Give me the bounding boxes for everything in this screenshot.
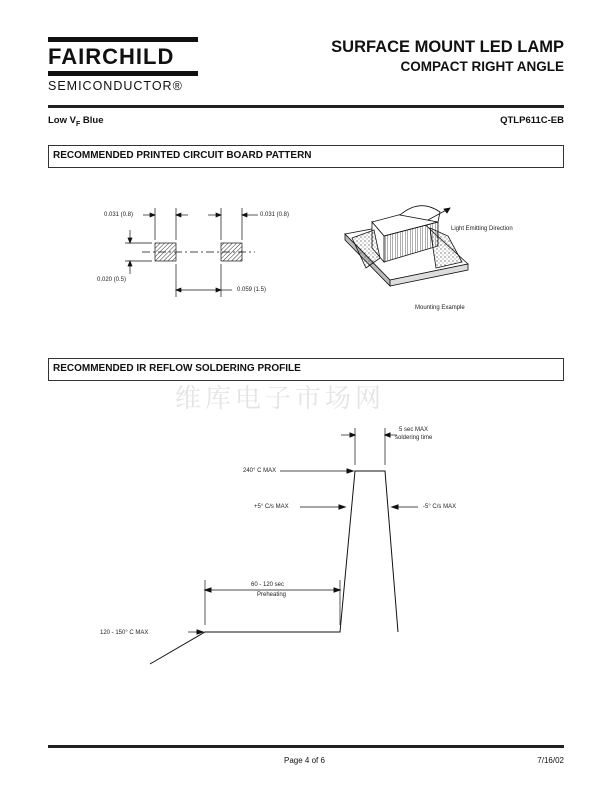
label-peak-temp: 240° C MAX	[243, 468, 277, 474]
logo-bar-mid	[48, 71, 198, 76]
product-description-subscript: F	[75, 120, 81, 128]
label-soldering-time-line1: 5 sec MAX	[399, 427, 429, 433]
logo-bar-top	[48, 37, 198, 42]
product-description-suffix: Blue	[80, 115, 104, 126]
mounting-example-label: Mounting Example	[415, 305, 465, 311]
label-soldering-time-line2: soldering time	[395, 435, 433, 441]
doc-title: SURFACE MOUNT LED LAMP	[331, 38, 564, 56]
label-preheat-time-line2: Preheating	[257, 592, 287, 598]
label-rise-rate: +5° C/s MAX	[254, 504, 289, 510]
revision-date: 7/16/02	[537, 756, 564, 765]
label-preheat-time-line1: 60 - 120 sec	[251, 582, 285, 588]
label-preheat-temp: 120 - 150° C MAX	[100, 630, 149, 636]
product-description	[48, 116, 104, 128]
reflow-profile-curve	[150, 471, 398, 664]
reflow-profile-graph	[100, 420, 500, 670]
logo-subtext: SEMICONDUCTOR®	[48, 79, 183, 93]
product-description-prefix: Low V	[48, 115, 76, 126]
dim-label-gap: 0.059 (1.5)	[237, 287, 267, 293]
section-heading-pcb	[48, 145, 564, 168]
dim-label-left-width: 0.031 (0.8)	[104, 212, 134, 218]
page-number: Page 4 of 6	[284, 756, 325, 765]
section-heading-pcb-text: RECOMMENDED PRINTED CIRCUIT BOARD PATTERN	[53, 150, 312, 161]
mounting-example-drawing	[340, 200, 570, 305]
dim-label-height: 0.020 (0.5)	[97, 277, 127, 283]
footer-rule	[48, 745, 564, 748]
light-direction-label: Light Emitting Direction	[451, 226, 513, 232]
part-number: QTLP611C-EB	[500, 115, 564, 126]
doc-subtitle: COMPACT RIGHT ANGLE	[400, 59, 564, 74]
watermark-text: 维库电子市场网	[175, 384, 386, 414]
dim-label-right-width: 0.031 (0.8)	[260, 212, 290, 218]
section-heading-reflow-text: RECOMMENDED IR REFLOW SOLDERING PROFILE	[53, 363, 301, 374]
header-rule	[48, 105, 564, 108]
label-fall-rate: -5° C/s MAX	[423, 504, 457, 510]
logo-text: FAIRCHILD	[48, 44, 175, 69]
